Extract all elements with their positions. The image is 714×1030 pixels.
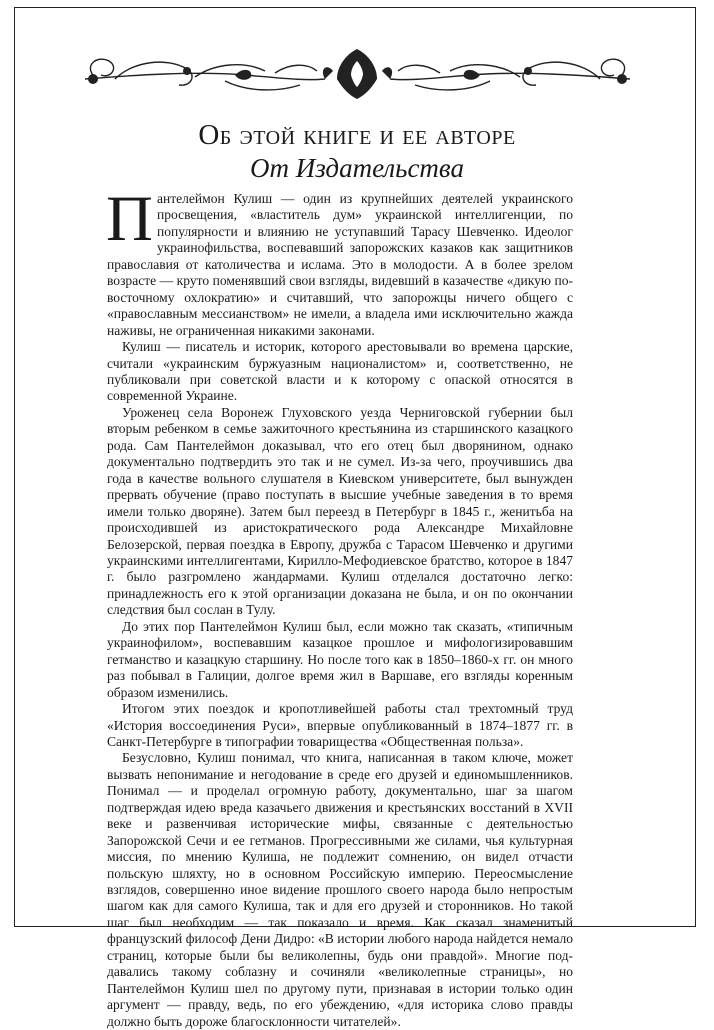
paragraph-1 (106, 183, 573, 339)
paragraph-4: До этих пор Пантелеймон Кулиш был, если можно так сказать, «типичным украинофилом», воспевавшим казацкое прошлое и мифологизировавшим гетманство и казацкую старшину. Но после того как в 1850–1860-х гг. он много раз побывал в Галиции, долгое время жил в Варшаве, его взгляды коренным образом изменились. (107, 618, 573, 700)
page-subtitle: От Издательства (250, 153, 464, 183)
paragraph-6: Безусловно, Кулиш понимал, что книга, написанная в таком ключе, может вызвать непонимание и негодование в среде его друзей и единомышленников. Понимал — и проделал огромную работу, документально, шаг за шагом подтверждая идею вреда казачьего движения и крестьянских восстаний в XVII веке и развенчивая исторические мифы, связанные с деятельностью Запорожской Сечи и ее гетманов. Прогрессивными же силами, чья культурная миссия, по мнению Кулиша, не подлежит сомнению, он видел отчасти польскую шляхту, но в основном Российскую империю. Переосмысление взглядов, совершенно иное видение прошлого своего народа было непростым шагом как для самого Кулиша, так и для его друзей и сторонников. Но такой шаг был необходим — так показало и время. Как сказал знаменитый французский философ Дени Дидро: «В истории любого народа найдется немало страниц, которые были бы великолепны, будь они правдой». Многие поддавались такому соблазну и сочиняли «великолепные страницы», но Пантелеймон Кулиш шел по другому пути, признавая в истории только один аргумент — правду, ведь, по его убеждению, «для историка слово правды должно быть дороже благосклонности читателей». (107, 750, 573, 1029)
article-body (106, 183, 573, 1030)
page-title: Об этой книге и ее авторе (198, 119, 516, 151)
paragraph-3: Уроженец села Воронеж Глуховского уезда Черниговской губернии был вторым ребенком в семье зажиточного крестьянина из старшинского казацкого рода. Сам Пантелеймон доказывал, что его отец был дворянином, однако документально подтвердить это так и не сумел. Из-за чего, проучившись два года в качестве вольного слушателя в Киевском университете, был вынужден прервать обучение (право поступать в высшие учебные заведения в то время имели только дворяне). Затем был переезд в Петербург в 1845 г., женитьба на происходившей из аристократического рода Александре Михайловне Белозерской, первая поездка в Европу, дружба с Тарасом Шевченко и другими украинскими интеллигентами, Кирилло-Мефодиевское братство, которое в 1847 г. было разгромлено жандармами. Кулиш отделался достаточно легко: принадлежность его к этой организации доказана не была, и он по окончании следствия был сослан в Тулу. (107, 404, 573, 618)
paragraph-2: Кулиш — писатель и историк, которого арестовывали во времена царские, считали «украинским буржуазным националистом» и, соответственно, не публиковали при советской власти и к которому с опаской относятся в современной Украине. (107, 339, 573, 404)
drop-cap: П (106, 183, 153, 255)
ornament-vignette (75, 45, 640, 105)
paragraph-1-text: антелеймон Кулиш — один из крупнейших деятелей украинского просвещения, «властитель дум» украинской интеллигенции, по популярности и влиянию не уступавший Тарасу Шевченко. Идеолог украинофильства, воспевавший запорожских казаков как защитников православия от католичества и ислама. Это в молодости. А в более зрелом возрасте — круто поменявший свои взгляды, видевший в казачестве «дикую по-восточному охлократию» и считавший, что запорожцы ничего общего с «православным мессианством» не имели, а владела ими исключительно жажда наживы, не ограниченная никакими законами. (107, 191, 573, 338)
paragraph-5: Итогом этих поездок и кропотливейшей работы стал трехтомный труд «История воссоединения Руси», впервые опубликованный в 1874–1877 гг. в Санкт-Петербурге в типографии товарищества «Общественная польза». (107, 701, 573, 749)
